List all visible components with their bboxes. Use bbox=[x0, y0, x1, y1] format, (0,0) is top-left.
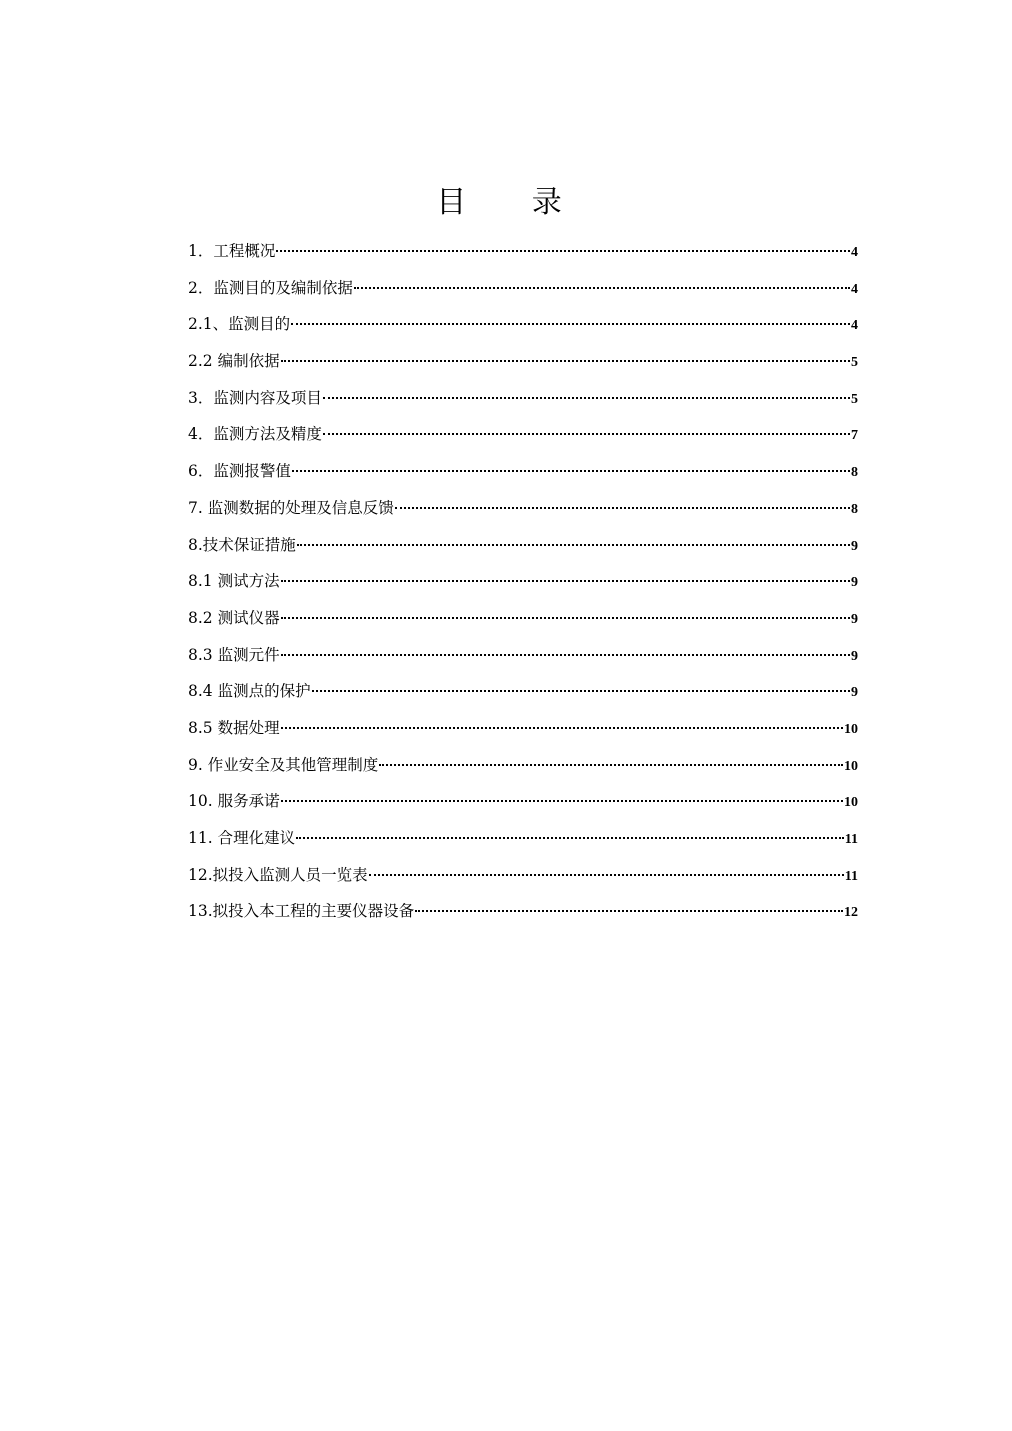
toc-entry-label: 1．工程概况 bbox=[188, 242, 276, 260]
toc-dot-leader bbox=[323, 433, 850, 435]
toc-dot-leader bbox=[379, 764, 843, 766]
toc-entry-label: 3．监测内容及项目 bbox=[188, 388, 322, 407]
toc-entry-label: 8.5 数据处理 bbox=[188, 718, 280, 737]
toc-dot-leader bbox=[281, 617, 850, 619]
toc-page-number: 8 bbox=[851, 465, 858, 481]
toc-entry-label: 9. 作业安全及其他管理制度 bbox=[188, 755, 379, 774]
toc-entry[interactable] bbox=[188, 896, 858, 933]
toc-entry-label: 12.拟投入监测人员一览表 bbox=[188, 865, 368, 884]
toc-page-number: 12 bbox=[844, 905, 858, 921]
toc-entry[interactable] bbox=[188, 419, 858, 456]
toc-entry[interactable] bbox=[188, 823, 858, 860]
toc-dot-leader bbox=[395, 507, 850, 509]
toc-page-number: 4 bbox=[851, 245, 858, 260]
toc-entry-label: 4．监测方法及精度 bbox=[188, 425, 322, 444]
toc-page-number: 7 bbox=[851, 428, 858, 444]
toc-page-number: 11 bbox=[844, 868, 858, 884]
toc-dot-leader bbox=[276, 250, 850, 252]
toc-entry[interactable] bbox=[188, 860, 858, 897]
toc-entry[interactable] bbox=[188, 750, 858, 787]
toc-page-number: 5 bbox=[851, 391, 858, 407]
toc-entry[interactable] bbox=[188, 493, 858, 530]
toc-entry[interactable] bbox=[188, 309, 858, 346]
toc-page-number: 4 bbox=[851, 281, 858, 297]
toc-entry-label: 11. 合理化建议 bbox=[188, 829, 296, 847]
toc-entry-label: 8.1 测试方法 bbox=[188, 572, 280, 591]
toc-page-number: 9 bbox=[851, 648, 858, 664]
toc-entry-label: 7. 监测数据的处理及信息反馈 bbox=[188, 498, 394, 517]
toc-entry[interactable] bbox=[188, 383, 858, 420]
toc-title: 目 录 bbox=[436, 185, 590, 220]
table-of-contents bbox=[188, 236, 858, 933]
toc-dot-leader bbox=[281, 580, 850, 582]
toc-entry[interactable] bbox=[188, 273, 858, 310]
toc-dot-leader bbox=[281, 360, 850, 362]
toc-dot-leader bbox=[369, 874, 844, 876]
toc-entry-label: 10. 服务承诺 bbox=[188, 792, 280, 811]
toc-page-number: 11 bbox=[844, 832, 858, 847]
toc-dot-leader bbox=[296, 837, 844, 839]
toc-page-number: 9 bbox=[851, 538, 858, 554]
toc-dot-leader bbox=[281, 800, 843, 802]
toc-entry-label: 13.拟投入本工程的主要仪器设备 bbox=[188, 902, 415, 921]
toc-entry[interactable] bbox=[188, 640, 858, 677]
toc-entry-label: 6．监测报警值 bbox=[188, 462, 291, 481]
toc-dot-leader bbox=[281, 727, 843, 729]
toc-dot-leader bbox=[292, 470, 850, 472]
toc-entry[interactable] bbox=[188, 566, 858, 603]
toc-page-number: 10 bbox=[844, 758, 858, 774]
toc-entry[interactable] bbox=[188, 530, 858, 567]
toc-entry-label: 8.2 测试仪器 bbox=[188, 608, 280, 627]
toc-dot-leader bbox=[323, 397, 850, 399]
toc-entry[interactable] bbox=[188, 713, 858, 750]
toc-page-number: 8 bbox=[851, 501, 858, 517]
toc-entry-label: 2.1、监测目的 bbox=[188, 315, 291, 334]
toc-dot-leader bbox=[281, 654, 850, 656]
toc-entry[interactable] bbox=[188, 456, 858, 493]
toc-dot-leader bbox=[415, 910, 843, 912]
toc-entry-label: 8.4 监测点的保护 bbox=[188, 682, 311, 701]
toc-dot-leader bbox=[312, 690, 850, 692]
toc-entry-label: 2.2 编制依据 bbox=[188, 352, 280, 371]
toc-page-number: 4 bbox=[851, 318, 858, 334]
toc-page-number: 9 bbox=[851, 575, 858, 591]
toc-page-number: 9 bbox=[851, 685, 858, 701]
toc-entry[interactable] bbox=[188, 786, 858, 823]
toc-page-number: 9 bbox=[851, 611, 858, 627]
toc-entry[interactable] bbox=[188, 676, 858, 713]
toc-entry-label: 2．监测目的及编制依据 bbox=[188, 278, 353, 297]
toc-page-number: 10 bbox=[844, 795, 858, 811]
toc-entry[interactable] bbox=[188, 236, 858, 273]
toc-entry-label: 8.技术保证措施 bbox=[188, 535, 296, 554]
toc-dot-leader bbox=[354, 287, 850, 289]
toc-dot-leader bbox=[297, 544, 850, 546]
toc-dot-leader bbox=[291, 323, 850, 325]
toc-entry[interactable] bbox=[188, 603, 858, 640]
toc-entry[interactable] bbox=[188, 346, 858, 383]
toc-page-number: 5 bbox=[851, 355, 858, 371]
toc-entry-label: 8.3 监测元件 bbox=[188, 645, 280, 664]
toc-page-number: 10 bbox=[844, 721, 858, 737]
